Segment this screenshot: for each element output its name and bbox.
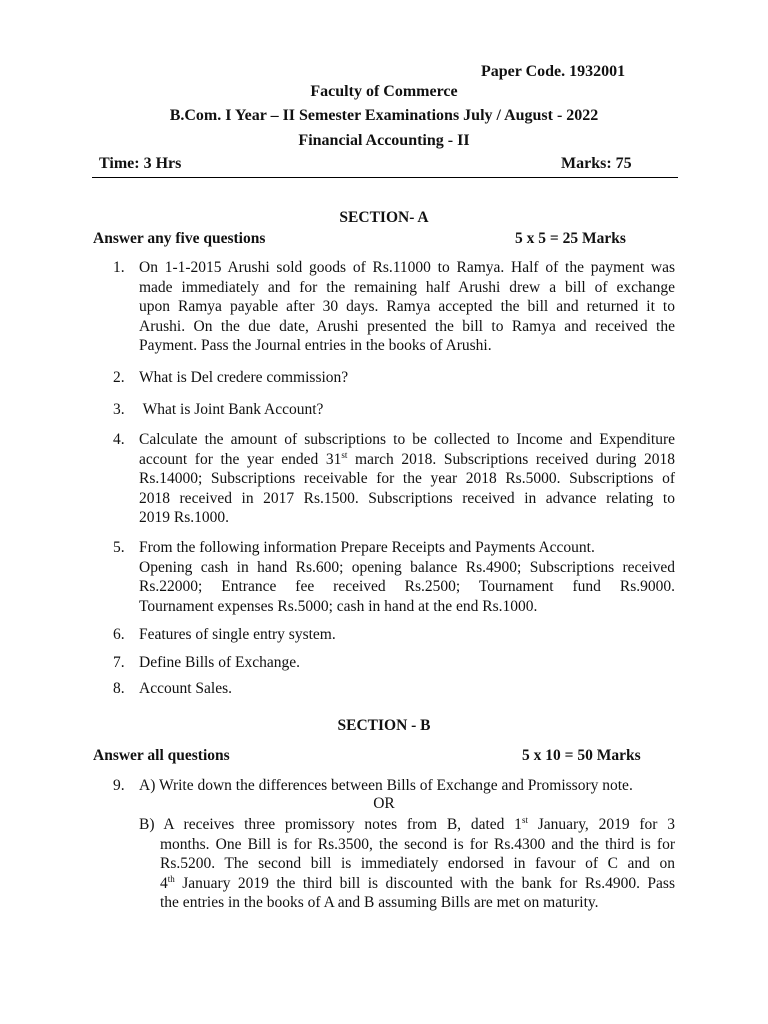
question-line: [160, 874, 675, 894]
subject-title: Financial Accounting - II: [298, 132, 470, 149]
question-line: Opening cash in hand Rs.600; opening balance Rs.4900; Subscriptions received: [139, 558, 675, 576]
question-line: Arushi. On the due date, Arushi presented the bill to Ramya and received the: [139, 317, 675, 335]
question-line: From the following information Prepare Receipts and Payments Account.: [139, 539, 595, 556]
question-line: Calculate the amount of subscriptions to be collected to Income and Expenditure: [139, 431, 675, 448]
question-line: Payment. Pass the Journal entries in the books of Arushi.: [139, 337, 492, 355]
question-2: [139, 368, 675, 388]
question-line: the entries in the books of A and B assuming Bills are met on maturity.: [160, 894, 599, 912]
question-line: Features of single entry system.: [139, 626, 336, 643]
ordinal-suffix: st: [521, 814, 528, 825]
question-line: A) Write down the differences between Bills of Exchange and Promissory note.: [139, 777, 633, 794]
section-a-title: SECTION- A: [339, 209, 429, 226]
section-b-title: SECTION - B: [337, 717, 431, 734]
question-line: What is Del credere commission?: [139, 369, 349, 386]
question-text: march 2018. Subscriptions received during 2018: [347, 450, 675, 468]
question-line: [139, 815, 675, 835]
exam-title: B.Com. I Year – II Semester Examinations July / August - 2022: [169, 107, 599, 124]
question-text: B) A receives three promissory notes from B, dated 1: [139, 816, 522, 833]
question-line: Tournament expenses Rs.5000; cash in hand at the end Rs.1000.: [139, 597, 538, 615]
question-7: [139, 653, 675, 673]
question-number: 2.: [113, 369, 125, 386]
marks-label: Marks: 75: [561, 155, 632, 172]
faculty-title: Faculty of Commerce: [310, 83, 458, 100]
question-9b: [139, 815, 675, 913]
question-number: 9.: [113, 777, 125, 794]
question-number: 6.: [113, 626, 125, 643]
question-line: What is Joint Bank Account?: [139, 401, 324, 418]
question-line: Rs.14000; Subscriptions receivable for the year 2018 Rs.5000. Subscriptions of: [139, 470, 675, 488]
question-line: [139, 450, 675, 470]
section-a-marks: 5 x 5 = 25 Marks: [515, 230, 626, 247]
question-line: made immediately and for the remaining half Arushi drew a bill of exchange: [139, 278, 675, 296]
question-5: [139, 538, 675, 616]
section-b-instruction: Answer all questions: [93, 747, 230, 764]
question-text: January, 2019 for 3: [527, 816, 675, 833]
question-line: 2019 Rs.1000.: [139, 509, 229, 527]
time-label: Time: 3 Hrs: [99, 155, 182, 172]
question-line: Rs.22000; Entrance fee received Rs.2500; Tournament fund Rs.9000.: [139, 578, 675, 596]
question-text: January 2019 the third bill is discounted with the bank for Rs.4900. Pass: [174, 874, 675, 892]
section-b-marks: 5 x 10 = 50 Marks: [522, 747, 641, 764]
question-3: [139, 400, 675, 420]
question-line: Define Bills of Exchange.: [139, 654, 300, 671]
question-line: upon Ramya payable after 30 days. Ramya accepted the bill and returned it to: [139, 298, 675, 316]
question-number: 7.: [113, 654, 125, 671]
question-number: 4.: [113, 431, 125, 448]
question-line: Rs.5200. The second bill is immediately endorsed in favour of C and on: [160, 855, 675, 873]
question-line: On 1-1-2015 Arushi sold goods of Rs.11000 to Ramya. Half of the payment was: [139, 259, 675, 276]
ordinal-suffix: st: [341, 449, 348, 460]
question-line: Account Sales.: [139, 680, 232, 697]
question-line: months. One Bill is for Rs.3500, the second is for Rs.4300 and the third is for: [160, 835, 675, 853]
question-1: [139, 258, 675, 356]
question-text: 4: [160, 874, 168, 892]
ordinal-suffix: th: [167, 873, 175, 884]
question-number: 8.: [113, 680, 125, 697]
paper-code: Paper Code. 1932001: [481, 63, 626, 80]
or-separator: OR: [373, 795, 395, 812]
question-number: 5.: [113, 539, 125, 556]
question-number: 3.: [113, 401, 125, 418]
question-4: [139, 430, 675, 528]
question-number: 1.: [113, 259, 125, 276]
question-8: [139, 679, 675, 699]
question-9a: [139, 776, 675, 796]
question-6: [139, 625, 675, 645]
header-divider: [92, 177, 678, 178]
section-a-instruction: Answer any five questions: [93, 230, 266, 247]
question-line: 2018 received in 2017 Rs.1500. Subscriptions received in advance relating to: [139, 489, 675, 507]
question-text: account for the year ended 31: [139, 450, 342, 468]
